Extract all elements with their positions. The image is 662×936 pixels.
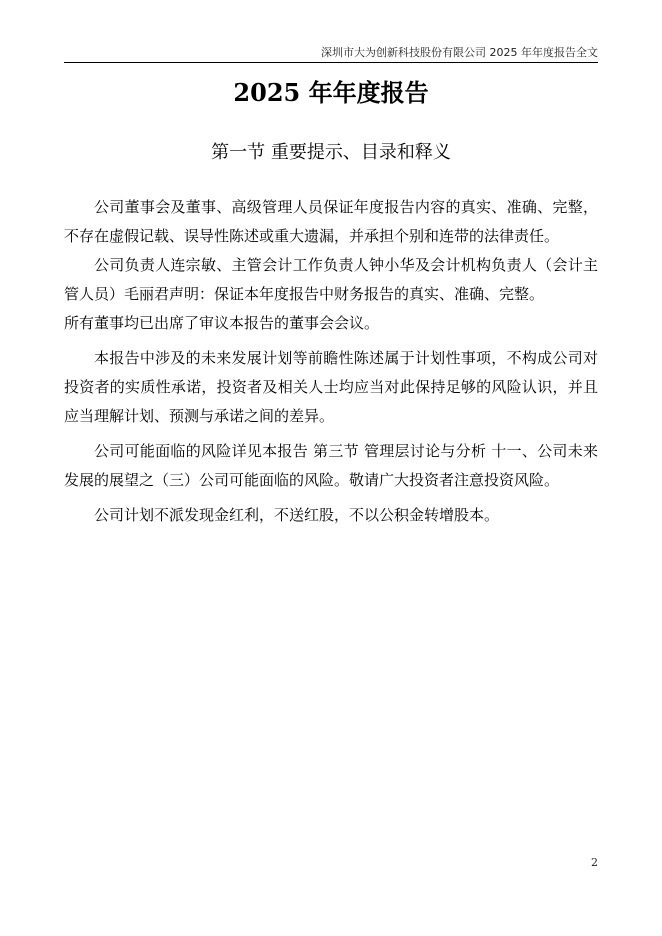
running-header: 深圳市大为创新科技股份有限公司 2025 年年度报告全文: [321, 46, 598, 59]
header-divider: [64, 62, 598, 63]
paragraph-forward-looking: 本报告中涉及的未来发展计划等前瞻性陈述属于计划性事项，不构成公司对投资者的实质性承诺，投资者及相关人士均应当对此保持足够的风险认识，并且应当理解计划、预测与承诺之间的差异。: [64, 349, 598, 425]
paragraph-dividend-plan: 公司计划不派发现金红利，不送红股，不以公积金转增股本。: [94, 506, 500, 524]
paragraph-risk-notice: 公司可能面临的风险详见本报告 第三节 管理层讨论与分析 十一、公司未来发展的展望之（三）公司可能面临的风险。敬请广大投资者注意投资风险。: [64, 442, 598, 489]
page-number: 2: [591, 856, 598, 869]
paragraph-officer-statement: 公司负责人连宗敏、主管会计工作负责人钟小华及会计机构负责人（会计主管人员）毛丽君声明：保证本年度报告中财务报告的真实、准确、完整。: [64, 256, 598, 303]
paragraph-board-guarantee: 公司董事会及董事、高级管理人员保证年度报告内容的真实、准确、完整，不存在虚假记载、误导性陈述或重大遗漏，并承担个别和连带的法律责任。: [64, 198, 598, 245]
paragraph-directors-attendance: 所有董事均已出席了审议本报告的董事会会议。: [64, 314, 380, 332]
document-body: [64, 193, 598, 530]
section-heading: 第一节 重要提示、目录和释义: [211, 142, 451, 163]
document-title: 2025 年年度报告: [233, 78, 429, 107]
